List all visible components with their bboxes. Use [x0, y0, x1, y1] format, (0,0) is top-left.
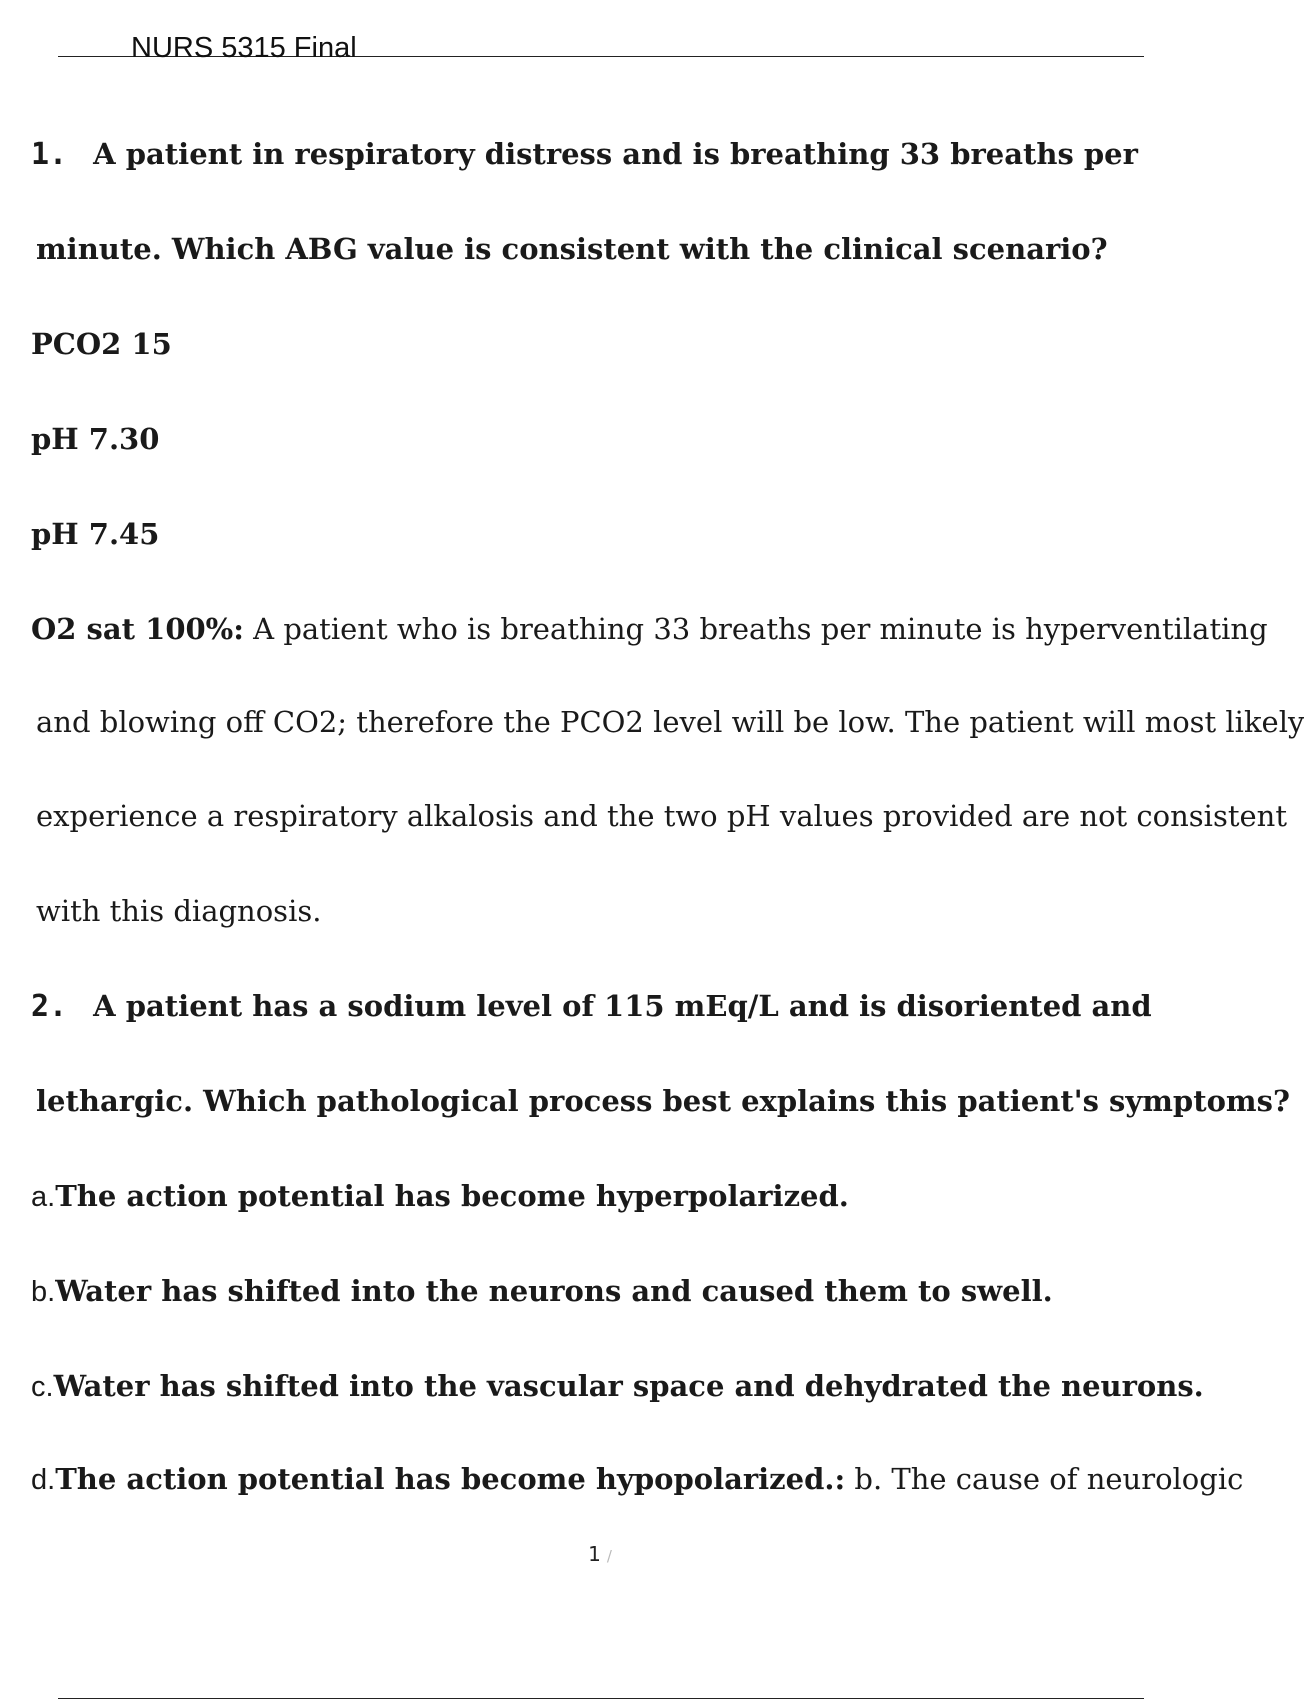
- question-2-stem-line-1: [31, 989, 1152, 1024]
- question-2-option-a: [31, 1179, 849, 1213]
- question-1-stem-text-1: A patient in respiratory distress and is breathing 33 breaths per: [93, 137, 1138, 171]
- question-1-option-1: PCO2 15: [31, 327, 172, 361]
- question-1-stem-line-2: minute. Which ABG value is consistent with the clinical scenario?: [36, 232, 1108, 266]
- question-1-answer-line-1: [31, 612, 1268, 646]
- question-2-number: 2.: [31, 989, 68, 1024]
- question-2-stem-text-1: A patient has a sodium level of 115 mEq/L and is disoriented and: [93, 989, 1152, 1023]
- option-a-text: The action potential has become hyperpolarized.: [55, 1179, 849, 1213]
- question-2-option-d: [31, 1462, 1244, 1496]
- question-1-answer-label: O2 sat 100%:: [31, 612, 244, 646]
- option-b-text: Water has shifted into the neurons and caused them to swell.: [55, 1274, 1053, 1308]
- question-1-answer-line-4: with this diagnosis.: [36, 894, 322, 928]
- question-1-answer-line-2: and blowing off CO2; therefore the PCO2 level will be low. The patient will most likely: [36, 705, 1304, 739]
- question-1-option-3: pH 7.45: [31, 517, 160, 551]
- question-1-answer-line-3: experience a respiratory alkalosis and the two pH values provided are not consistent: [36, 799, 1287, 833]
- footer-rule: [58, 1698, 1144, 1699]
- question-2-answer-start: b. The cause of neurologic: [845, 1462, 1244, 1496]
- page-separator: /: [606, 1547, 612, 1565]
- page-number: [0, 1542, 1200, 1566]
- option-c-text: Water has shifted into the vascular space and dehydrated the neurons.: [53, 1369, 1204, 1403]
- question-2-option-b: [31, 1274, 1053, 1308]
- question-1-stem-line-1: [31, 137, 1138, 172]
- question-1-number: 1.: [31, 137, 68, 172]
- question-1-answer-text-1: A patient who is breathing 33 breaths per minute is hyperventilating: [243, 612, 1268, 646]
- option-d-letter: d.: [31, 1464, 56, 1496]
- question-2-stem-line-2: lethargic. Which pathological process best explains this patient's symptoms?: [36, 1084, 1290, 1118]
- option-c-letter: c.: [31, 1371, 54, 1403]
- option-a-letter: a.: [31, 1181, 56, 1213]
- question-2-option-c: [31, 1369, 1204, 1403]
- document-title: NURS 5315 Final: [131, 32, 357, 64]
- option-d-text: The action potential has become hypopolarized.:: [55, 1462, 846, 1496]
- page-number-value: 1: [588, 1542, 601, 1566]
- question-1-option-2: pH 7.30: [31, 422, 160, 456]
- option-b-letter: b.: [31, 1276, 56, 1308]
